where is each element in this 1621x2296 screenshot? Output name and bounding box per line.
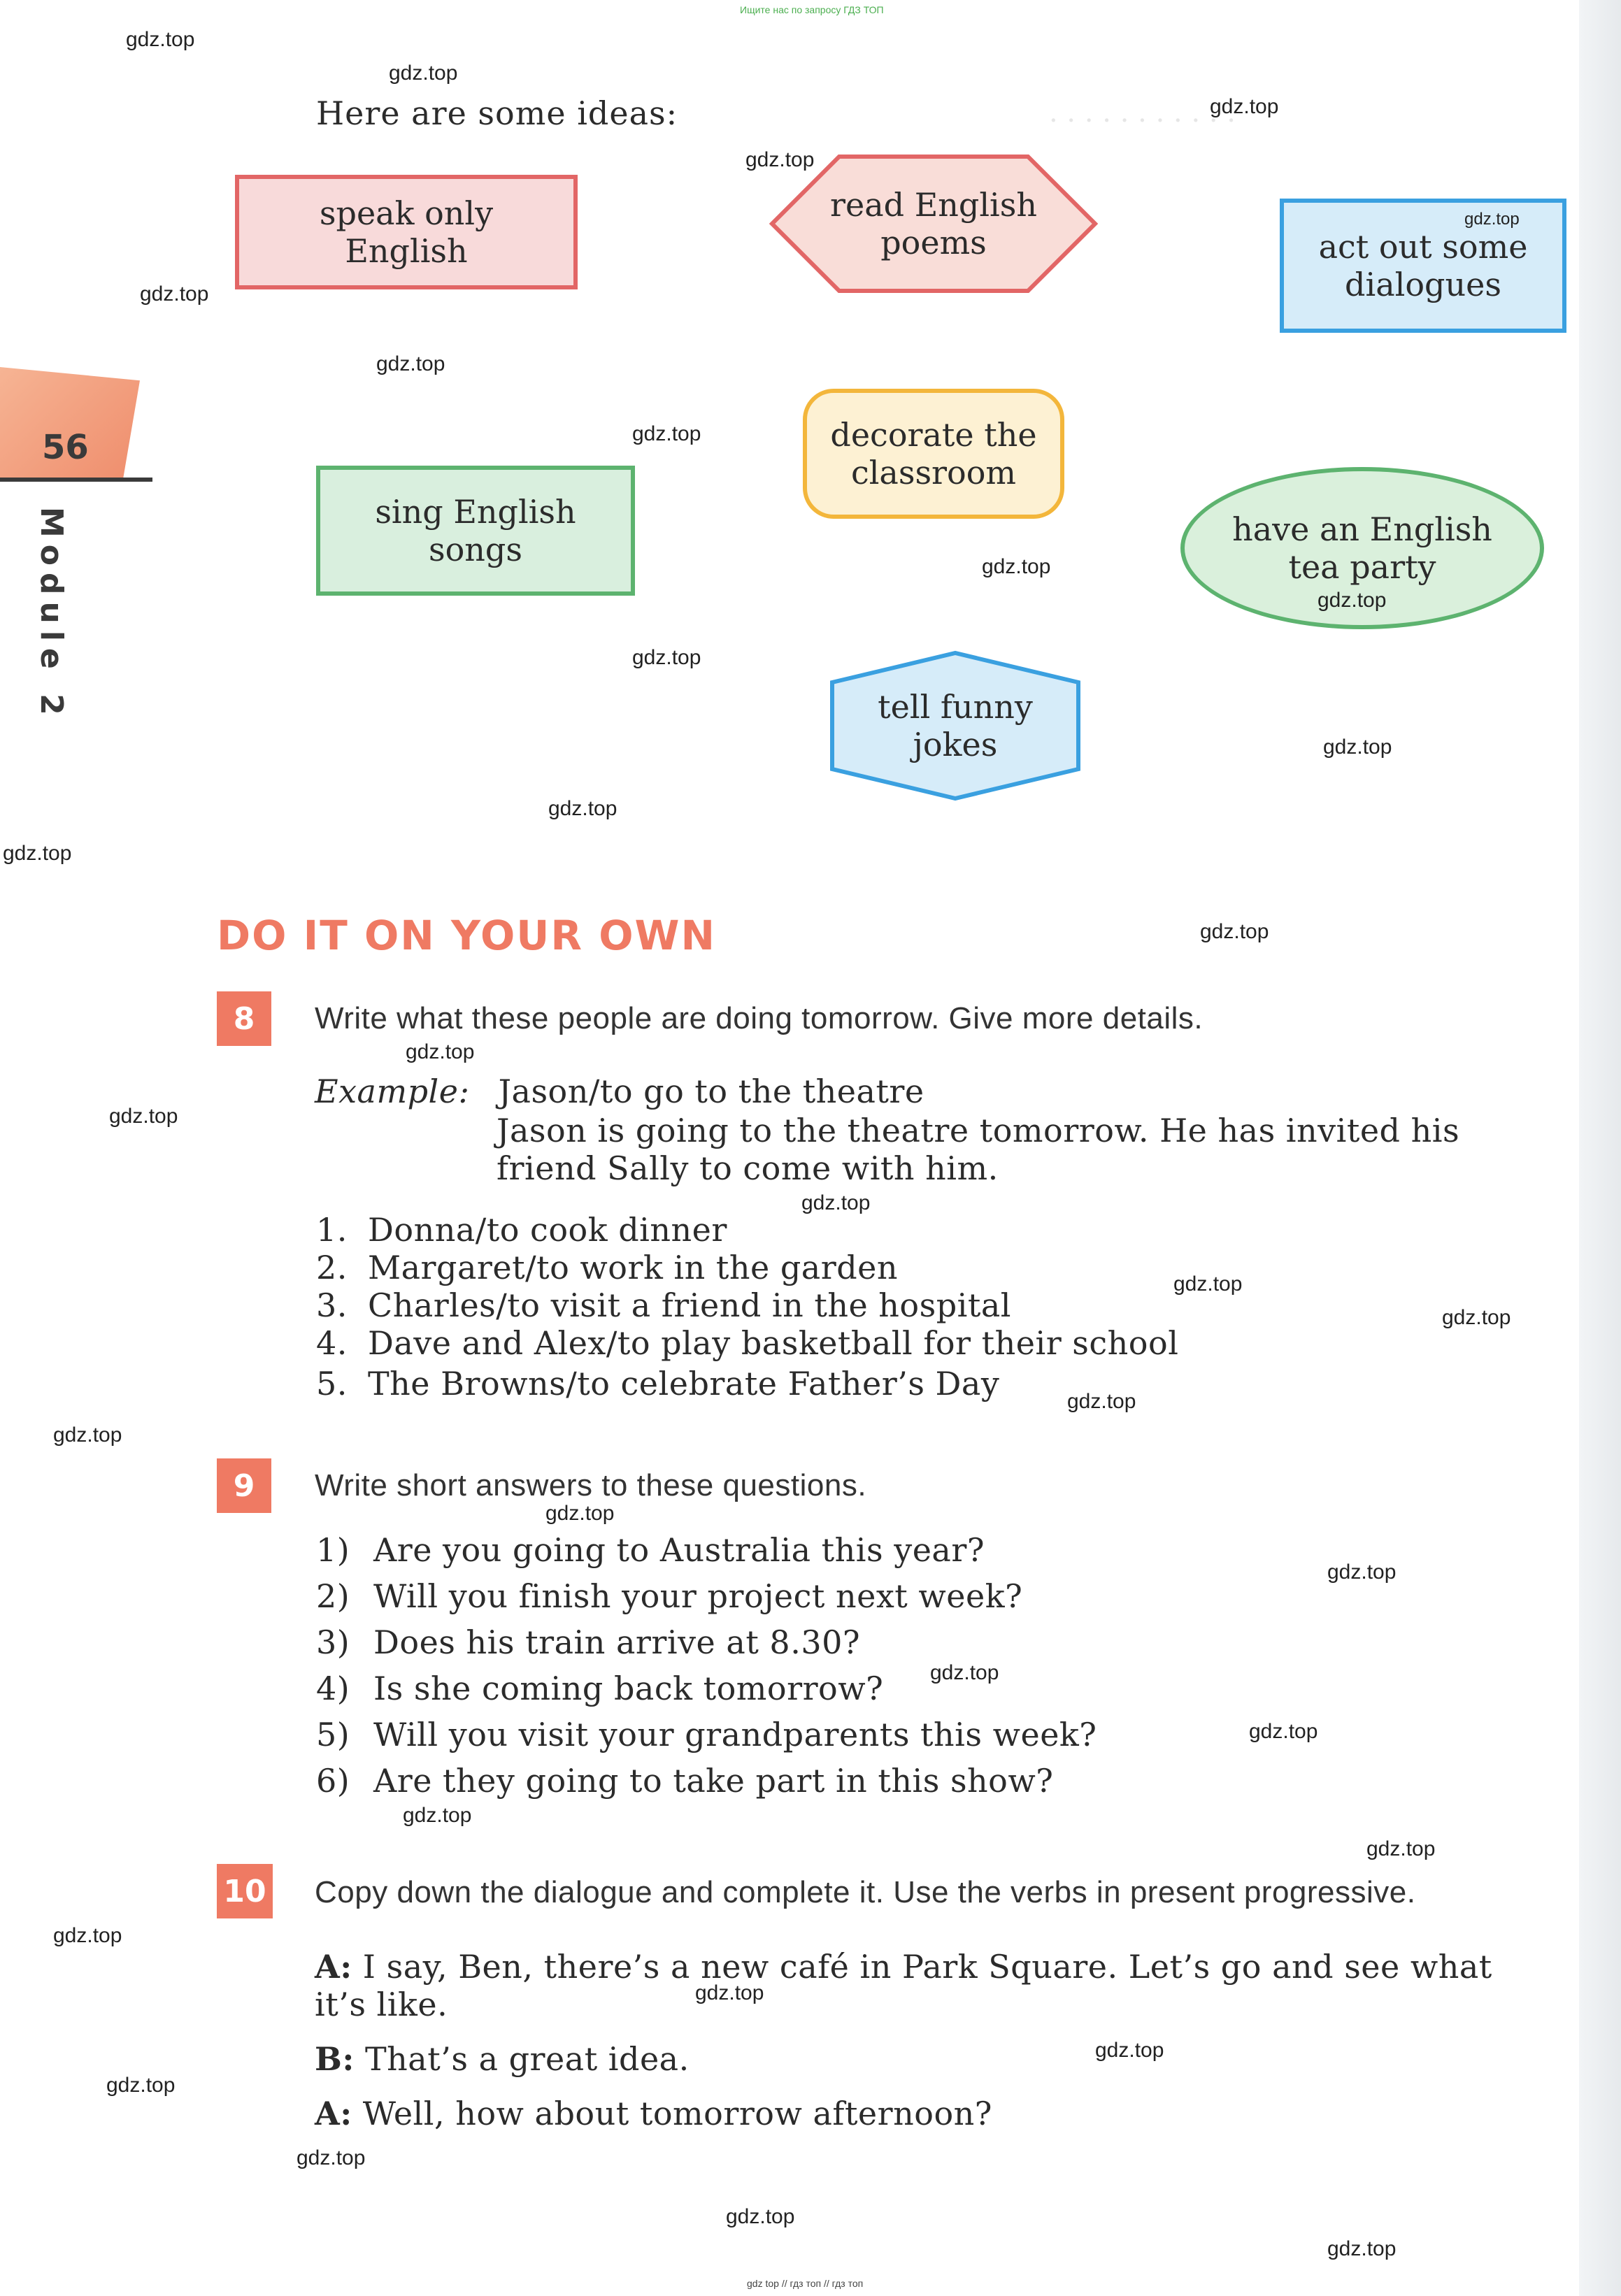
idea-label: have an English tea party xyxy=(1232,510,1492,586)
idea-speak-english xyxy=(235,175,578,289)
footer-note: gdz top // гдз топ // гдз топ xyxy=(747,2278,864,2289)
watermark: gdz.top xyxy=(297,2146,366,2169)
watermark: gdz.top xyxy=(1323,736,1392,759)
example-answer: Jason is going to the theatre tomorrow. He has invited his xyxy=(497,1112,1460,1149)
dialogue-line xyxy=(315,1948,1492,1986)
example-answer: friend Sally to come with him. xyxy=(497,1149,999,1187)
watermark: gdz.top xyxy=(1327,1560,1397,1584)
list-item: 5. The Browns/to celebrate Father’s Day xyxy=(316,1365,1000,1402)
list-item: 2. Margaret/to work in the garden xyxy=(316,1249,899,1286)
watermark: gdz.top xyxy=(726,2205,795,2228)
watermark: gdz.top xyxy=(1366,1837,1436,1860)
list-item: 4. Dave and Alex/to play basketball for their school xyxy=(316,1324,1179,1362)
watermark: gdz.top xyxy=(53,1423,122,1447)
dialogue-line: it’s like. xyxy=(315,1986,448,2023)
watermark: gdz.top xyxy=(801,1191,871,1214)
watermark: gdz.top xyxy=(1464,210,1520,229)
list-item: 4) Is she coming back tomorrow? xyxy=(316,1670,884,1707)
watermark: gdz.top xyxy=(109,1105,178,1128)
watermark: gdz.top xyxy=(545,1502,615,1525)
header-note: Ищите нас по запросу ГДЗ ТОП xyxy=(740,4,884,15)
ideas-intro: Here are some ideas: xyxy=(316,94,678,132)
speaker-label: A: xyxy=(315,1948,352,1986)
idea-label: decorate the classroom xyxy=(830,416,1037,492)
dialogue-text: Well, how about tomorrow afternoon? xyxy=(362,2095,992,2132)
watermark: gdz.top xyxy=(1327,2237,1397,2260)
watermark: gdz.top xyxy=(632,422,701,445)
exercise-instruction: Copy down the dialogue and complete it. Use the verbs in present progressive. xyxy=(315,1875,1416,1909)
watermark: gdz.top xyxy=(745,148,815,171)
example-prompt: Jason/to go to the theatre xyxy=(498,1072,924,1110)
watermark: gdz.top xyxy=(3,842,72,865)
list-item: 2) Will you finish your project next week? xyxy=(316,1577,1023,1615)
watermark: gdz.top xyxy=(389,62,458,85)
watermark: gdz.top xyxy=(930,1661,999,1684)
exercise-number: 10 xyxy=(217,1864,273,1918)
watermark: gdz.top xyxy=(1317,589,1387,612)
idea-label: speak only English xyxy=(319,194,494,270)
watermark: gdz.top xyxy=(126,28,195,51)
idea-label: sing English songs xyxy=(375,493,576,568)
watermark: gdz.top xyxy=(403,1804,472,1827)
list-item: 3. Charles/to visit a friend in the hospital xyxy=(316,1286,1012,1324)
page-number: 56 xyxy=(42,428,89,467)
idea-decorate-classroom xyxy=(803,389,1064,519)
watermark: gdz.top xyxy=(106,2074,176,2097)
example-line xyxy=(315,1072,924,1110)
list-item: 6) Are they going to take part in this show? xyxy=(316,1762,1054,1800)
watermark: gdz.top xyxy=(632,646,701,669)
watermark: gdz.top xyxy=(1095,2039,1164,2062)
watermark: gdz.top xyxy=(53,1924,122,1947)
idea-read-poems xyxy=(811,159,1056,288)
show-through-text: · · · · · · · · · · · xyxy=(1049,105,1236,137)
watermark: gdz.top xyxy=(695,1981,764,2004)
dialogue-text: I say, Ben, there’s a new café in Park Square. Let’s go and see what xyxy=(362,1948,1492,1986)
watermark: gdz.top xyxy=(376,352,445,375)
watermark: gdz.top xyxy=(1200,920,1269,943)
speaker-label: A: xyxy=(315,2095,352,2132)
watermark: gdz.top xyxy=(548,797,617,820)
module-label: Module 2 xyxy=(34,507,69,722)
list-item: 1) Are you going to Australia this year? xyxy=(316,1531,985,1569)
exercise-instruction: Write what these people are doing tomorrow. Give more details. xyxy=(315,1001,1204,1035)
list-item: 1. Donna/to cook dinner xyxy=(316,1211,727,1249)
watermark: gdz.top xyxy=(406,1040,475,1063)
watermark: gdz.top xyxy=(1210,95,1279,118)
list-item: 5) Will you visit your grandparents this week? xyxy=(316,1716,1097,1753)
speaker-label: B: xyxy=(315,2040,355,2078)
example-label: Example: xyxy=(315,1072,470,1110)
watermark: gdz.top xyxy=(1173,1272,1243,1296)
section-heading: DO IT ON YOUR OWN xyxy=(217,912,717,959)
list-item: 3) Does his train arrive at 8.30? xyxy=(316,1623,861,1661)
idea-label: act out some dialogues xyxy=(1318,228,1528,303)
watermark: gdz.top xyxy=(1442,1306,1511,1329)
idea-label: tell funny jokes xyxy=(878,688,1033,763)
idea-sing-songs xyxy=(316,466,635,596)
dialogue-line xyxy=(315,2095,992,2132)
idea-act-dialogues xyxy=(1280,199,1566,333)
facing-page-edge xyxy=(1579,0,1621,2296)
watermark: gdz.top xyxy=(982,555,1051,578)
watermark: gdz.top xyxy=(1249,1720,1318,1743)
watermark: gdz.top xyxy=(140,282,209,306)
dialogue-line xyxy=(315,2040,690,2078)
idea-tell-jokes xyxy=(839,664,1071,787)
exercise-number: 9 xyxy=(217,1458,271,1513)
watermark: gdz.top xyxy=(1067,1390,1136,1413)
dialogue-text: That’s a great idea. xyxy=(365,2040,690,2078)
exercise-instruction: Write short answers to these questions. xyxy=(315,1468,867,1502)
idea-label: read English poems xyxy=(829,186,1037,261)
page-tab-rule xyxy=(0,478,152,482)
exercise-number: 8 xyxy=(217,991,271,1046)
